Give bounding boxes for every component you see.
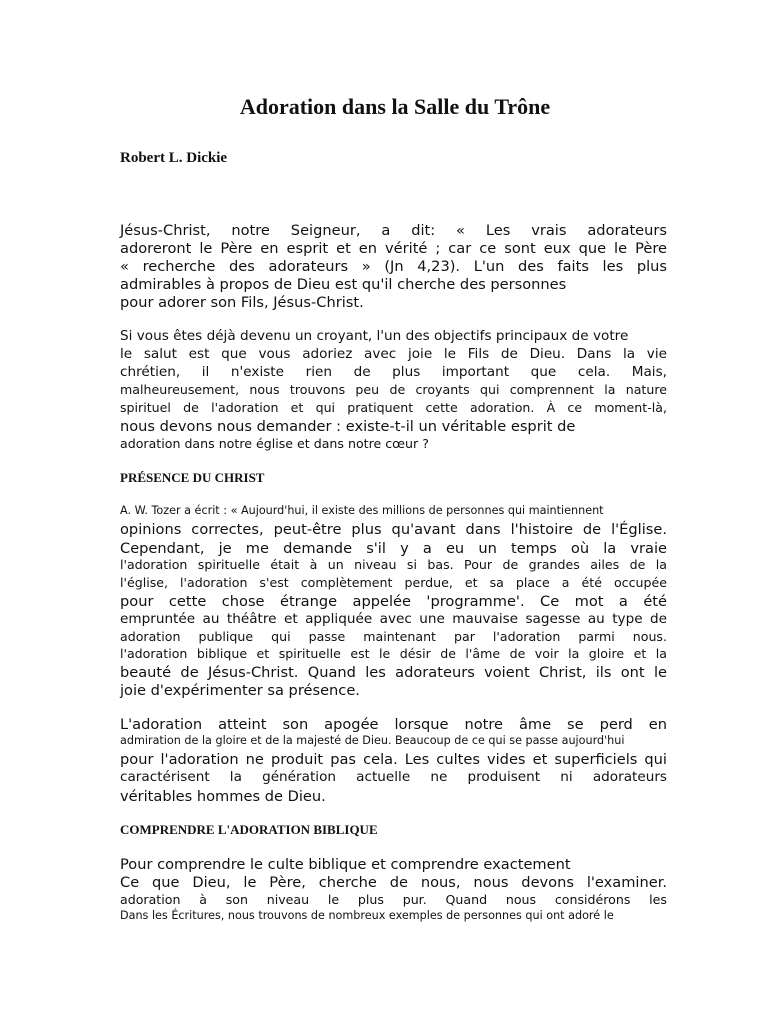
- paragraph-5-line: Dans les Écritures, nous trouvons de nombreux exemples de personnes qui ont adoré le: [120, 909, 614, 922]
- paragraph-5-line: adoration à son niveau le plus pur. Quand nous considérons les: [120, 892, 667, 907]
- paragraph-2-line: spirituel de l'adoration et qui pratiquent cette adoration. À ce moment-là,: [120, 400, 667, 415]
- paragraph-2-line: malheureusement, nous trouvons peu de croyants qui comprennent la nature: [120, 382, 667, 397]
- paragraph-2-line: nous devons nous demander : existe-t-il un véritable esprit de: [120, 418, 576, 435]
- paragraph-3-line: pour cette chose étrange appelée 'programme'. Ce mot a été: [120, 593, 667, 610]
- paragraph-2-line: adoration dans notre église et dans notre cœur ?: [120, 436, 429, 451]
- paragraph-3-line: beauté de Jésus-Christ. Quand les adorateurs voient Christ, ils ont le: [120, 664, 667, 681]
- paragraph-4-line: pour l'adoration ne produit pas cela. Les cultes vides et superficiels qui: [120, 751, 667, 768]
- document-title: Adoration dans la Salle du Trône: [239, 94, 551, 119]
- paragraph-5-line: Pour comprendre le culte biblique et comprendre exactement: [120, 856, 571, 873]
- paragraph-1-line: « recherche des adorateurs » (Jn 4,23). L'un des faits les plus: [120, 258, 667, 275]
- paragraph-3-line: l'adoration biblique et spirituelle est le désir de l'âme de voir la gloire et la: [120, 646, 667, 661]
- paragraph-1-line: pour adorer son Fils, Jésus-Christ.: [120, 294, 364, 311]
- paragraph-4-line: L'adoration atteint son apogée lorsque notre âme se perd en: [120, 716, 667, 733]
- paragraph-3-line: empruntée au théâtre et appliquée avec une mauvaise sagesse au type de: [120, 611, 667, 627]
- section-heading-presence: PRÉSENCE DU CHRIST: [120, 470, 265, 485]
- paragraph-3-line: adoration publique qui passe maintenant par l'adoration parmi nous.: [120, 629, 667, 644]
- paragraph-3-line: joie d'expérimenter sa présence.: [120, 682, 360, 699]
- paragraph-1-line: adoreront le Père en esprit et en vérité ; car ce sont eux que le Père: [120, 240, 667, 257]
- paragraph-4-line: véritables hommes de Dieu.: [120, 788, 326, 805]
- paragraph-2-line: Si vous êtes déjà devenu un croyant, l'un des objectifs principaux de votre: [120, 328, 629, 344]
- paragraph-1-line: Jésus-Christ, notre Seigneur, a dit: « Les vrais adorateurs: [120, 222, 667, 239]
- paragraph-3-line: l'église, l'adoration s'est complètement perdue, et sa place a été occupée: [120, 575, 667, 590]
- paragraph-1-line: admirables à propos de Dieu est qu'il cherche des personnes: [120, 276, 567, 293]
- section-heading-comprendre: COMPRENDRE L'ADORATION BIBLIQUE: [120, 822, 378, 837]
- paragraph-3-line: opinions correctes, peut-être plus qu'avant dans l'histoire de l'Église.: [120, 521, 667, 538]
- paragraph-4-line: caractérisent la génération actuelle ne produisent ni adorateurs: [120, 769, 667, 785]
- paragraph-2-line: le salut est que vous adoriez avec joie le Fils de Dieu. Dans la vie: [120, 346, 667, 362]
- paragraph-5-line: Ce que Dieu, le Père, cherche de nous, nous devons l'examiner.: [120, 874, 667, 891]
- paragraph-3-line: Cependant, je me demande s'il y a eu un temps où la vraie: [120, 540, 667, 557]
- paragraph-2-line: chrétien, il n'existe rien de plus important que cela. Mais,: [120, 364, 667, 380]
- paragraph-3-line: A. W. Tozer a écrit : « Aujourd'hui, il existe des millions de personnes qui maintiennent: [120, 504, 604, 517]
- document-author: Robert L. Dickie: [120, 150, 228, 166]
- paragraph-3-line: l'adoration spirituelle était à un niveau si bas. Pour de grandes ailes de la: [120, 557, 667, 572]
- paragraph-4-line: admiration de la gloire et de la majesté de Dieu. Beaucoup de ce qui se passe aujourd'hui: [120, 734, 625, 747]
